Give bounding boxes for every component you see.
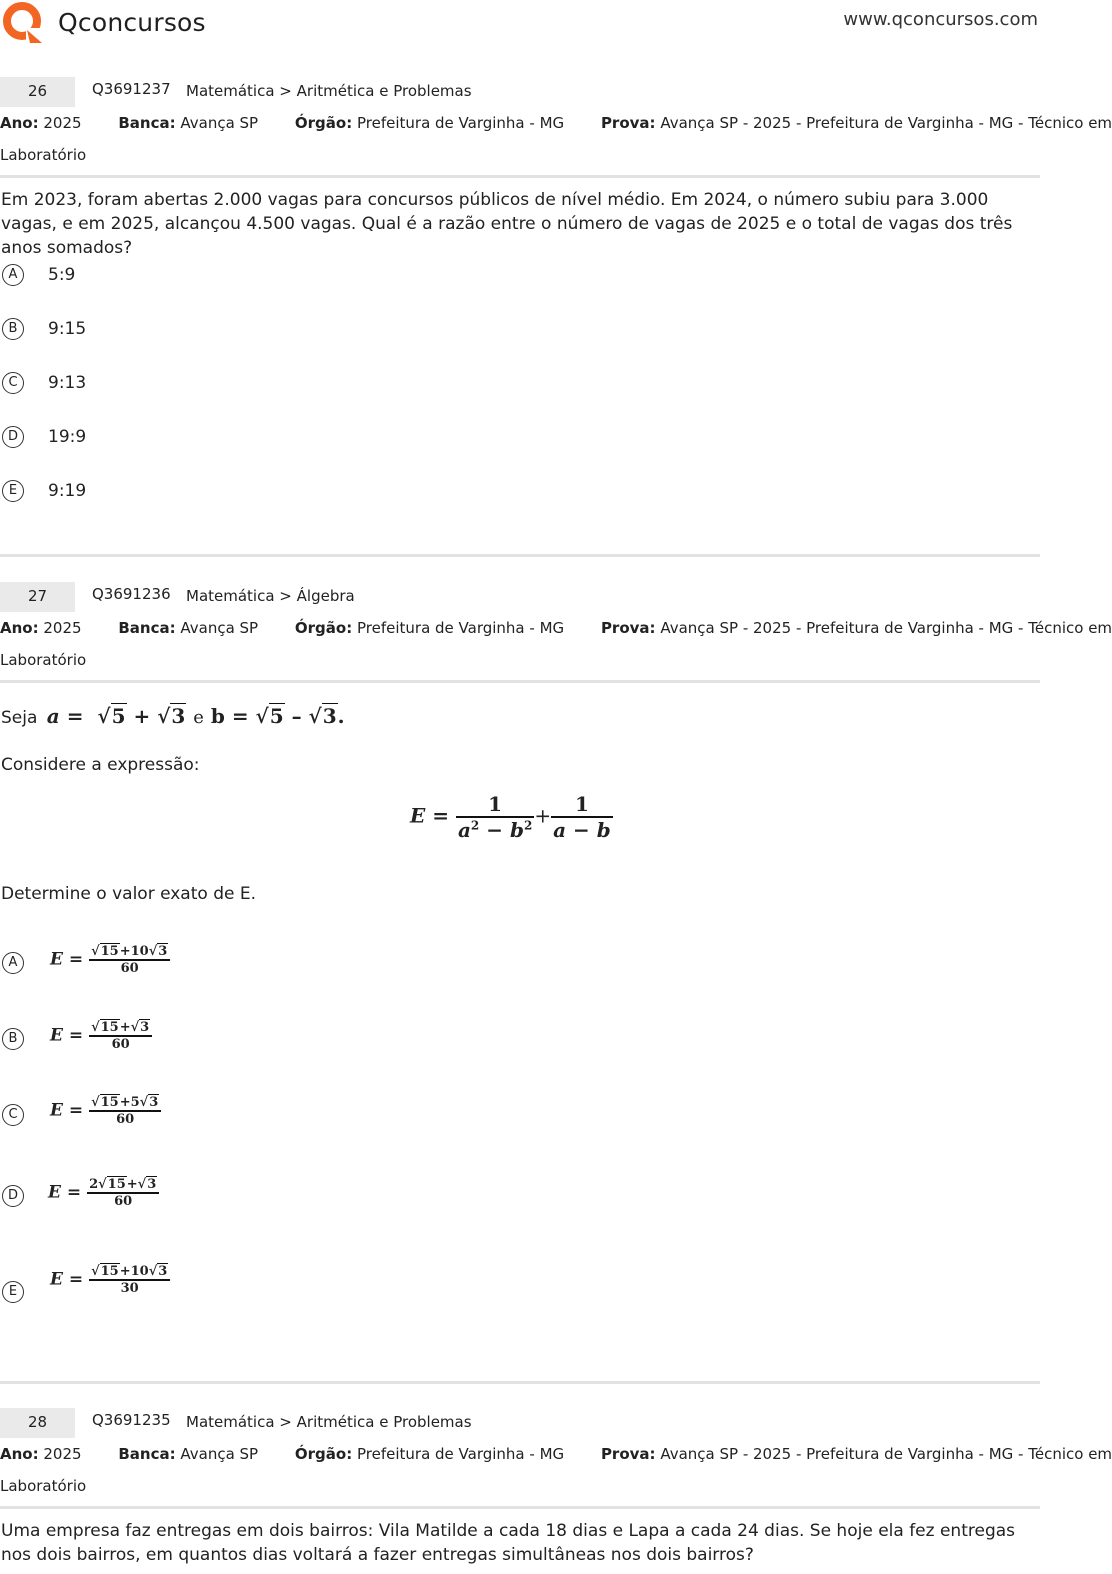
question-number: 26 (0, 77, 75, 107)
option-b-formula: E = $\frac{√15+√3}{60}$ (50, 1020, 152, 1052)
expression-e: E = $\frac{1}{a^2 - b^2}$ + $\frac{1}{a - b}$ (410, 792, 611, 842)
banca-value: Avança SP (180, 114, 259, 132)
prova-value: Avança SP - 2025 - Prefeitura de Varginha - MG - Técnico em (660, 619, 1112, 637)
prova-label: Prova: (600, 114, 656, 132)
qconcursos-logo-icon (0, 0, 46, 44)
question-id[interactable]: Q3691237 (92, 80, 171, 98)
ano-label: Ano: (0, 1445, 39, 1463)
divider (0, 175, 1040, 178)
question-subject[interactable]: Matemática > Álgebra (186, 587, 355, 605)
banca-label: Banca: (118, 114, 176, 132)
question-subject[interactable]: Matemática > Aritmética e Problemas (186, 1413, 472, 1431)
prova-label: Prova: (600, 619, 656, 637)
prova-label: Prova: (600, 1445, 656, 1463)
ano-value: 2025 (43, 1445, 82, 1463)
prova-value-cont: Laboratório (0, 146, 87, 164)
question-meta (0, 1438, 1112, 1502)
option-letter[interactable]: D (2, 426, 24, 448)
question-number: 27 (0, 582, 75, 612)
option-letter[interactable]: E (2, 480, 24, 502)
question-id[interactable]: Q3691235 (92, 1411, 171, 1429)
divider (0, 1506, 1040, 1509)
orgao-value: Prefeitura de Varginha - MG (356, 619, 565, 637)
option-letter[interactable]: E (2, 1281, 24, 1303)
option-d-formula: E = $\frac{2√15+√3}{60}$ (48, 1177, 159, 1209)
question-27 (0, 582, 1112, 1299)
prova-value-cont: Laboratório (0, 1477, 87, 1495)
question-number: 28 (0, 1408, 75, 1438)
question-header (0, 77, 1043, 107)
option-c-formula: E = $\frac{√15+5√3}{60}$ (50, 1095, 161, 1127)
site-url[interactable]: www.qconcursos.com (843, 9, 1038, 30)
orgao-label: Órgão: (294, 619, 353, 637)
question-meta (0, 612, 1112, 676)
option-letter[interactable]: D (2, 1185, 24, 1207)
question-separator (0, 554, 1040, 557)
ano-value: 2025 (43, 114, 82, 132)
question-26 (0, 77, 1112, 501)
option-text: 19:9 (48, 427, 87, 447)
prova-value: Avança SP - 2025 - Prefeitura de Varginha - MG - Técnico em (660, 1445, 1112, 1463)
banca-value: Avança SP (180, 619, 259, 637)
orgao-label: Órgão: (294, 1445, 353, 1463)
banca-label: Banca: (118, 1445, 176, 1463)
option-letter[interactable]: C (2, 1104, 24, 1126)
option-text: 9:19 (48, 481, 87, 501)
option-letter[interactable]: B (2, 1028, 24, 1050)
option-text: 9:13 (48, 373, 87, 393)
ano-label: Ano: (0, 619, 39, 637)
divider (0, 680, 1040, 683)
seja-label: Seja (1, 708, 38, 728)
question-subject[interactable]: Matemática > Aritmética e Problemas (186, 82, 472, 100)
question-stem: Em 2023, foram abertas 2.000 vagas para concursos públicos de nível médio. Em 2024, o número subiu para 3.000 vagas, e em 2025, alcançou 4.500 vagas. Qual é a razão entre o número de vagas de 2025 e o total de vagas dos três anos somados? (1, 190, 1013, 258)
question-header (0, 1408, 1043, 1438)
question-meta (0, 107, 1112, 171)
seja-line (1, 704, 345, 728)
option-e-formula: E = $\frac{√15+10√3}{30}$ (50, 1264, 170, 1296)
option-letter[interactable]: B (2, 318, 24, 340)
orgao-value: Prefeitura de Varginha - MG (356, 1445, 565, 1463)
determine-text: Determine o valor exato de E. (1, 884, 256, 904)
option-text: 9:15 (48, 319, 87, 339)
banca-value: Avança SP (180, 1445, 259, 1463)
considere-text: Considere a expressão: (1, 755, 200, 775)
question-header (0, 582, 1043, 612)
question-stem: Uma empresa faz entregas em dois bairros: Vila Matilde a cada 18 dias e Lapa a cada 24 dias. Se hoje ela fez entregas nos dois bairros, em quantos dias voltará a fazer entregas simultâneas nos dois bairros? (1, 1521, 1016, 1565)
orgao-label: Órgão: (294, 114, 353, 132)
ano-value: 2025 (43, 619, 82, 637)
ano-label: Ano: (0, 114, 39, 132)
seja-formula: a = √5 + √3 e b = √5 – √3. (46, 704, 345, 728)
banca-label: Banca: (118, 619, 176, 637)
prova-value: Avança SP - 2025 - Prefeitura de Varginha - MG - Técnico em (660, 114, 1112, 132)
option-letter[interactable]: C (2, 372, 24, 394)
question-separator (0, 1381, 1040, 1384)
option-a-formula: E = $\frac{√15+10√3}{60}$ (50, 944, 170, 976)
prova-value-cont: Laboratório (0, 651, 87, 669)
question-id[interactable]: Q3691236 (92, 585, 171, 603)
page-header (0, 0, 1043, 48)
option-letter[interactable]: A (2, 952, 24, 974)
orgao-value: Prefeitura de Varginha - MG (356, 114, 565, 132)
question-28 (0, 1408, 1112, 1567)
brand-name: Qconcursos (58, 8, 206, 37)
option-letter[interactable]: A (2, 264, 24, 286)
option-text: 5:9 (48, 265, 76, 285)
